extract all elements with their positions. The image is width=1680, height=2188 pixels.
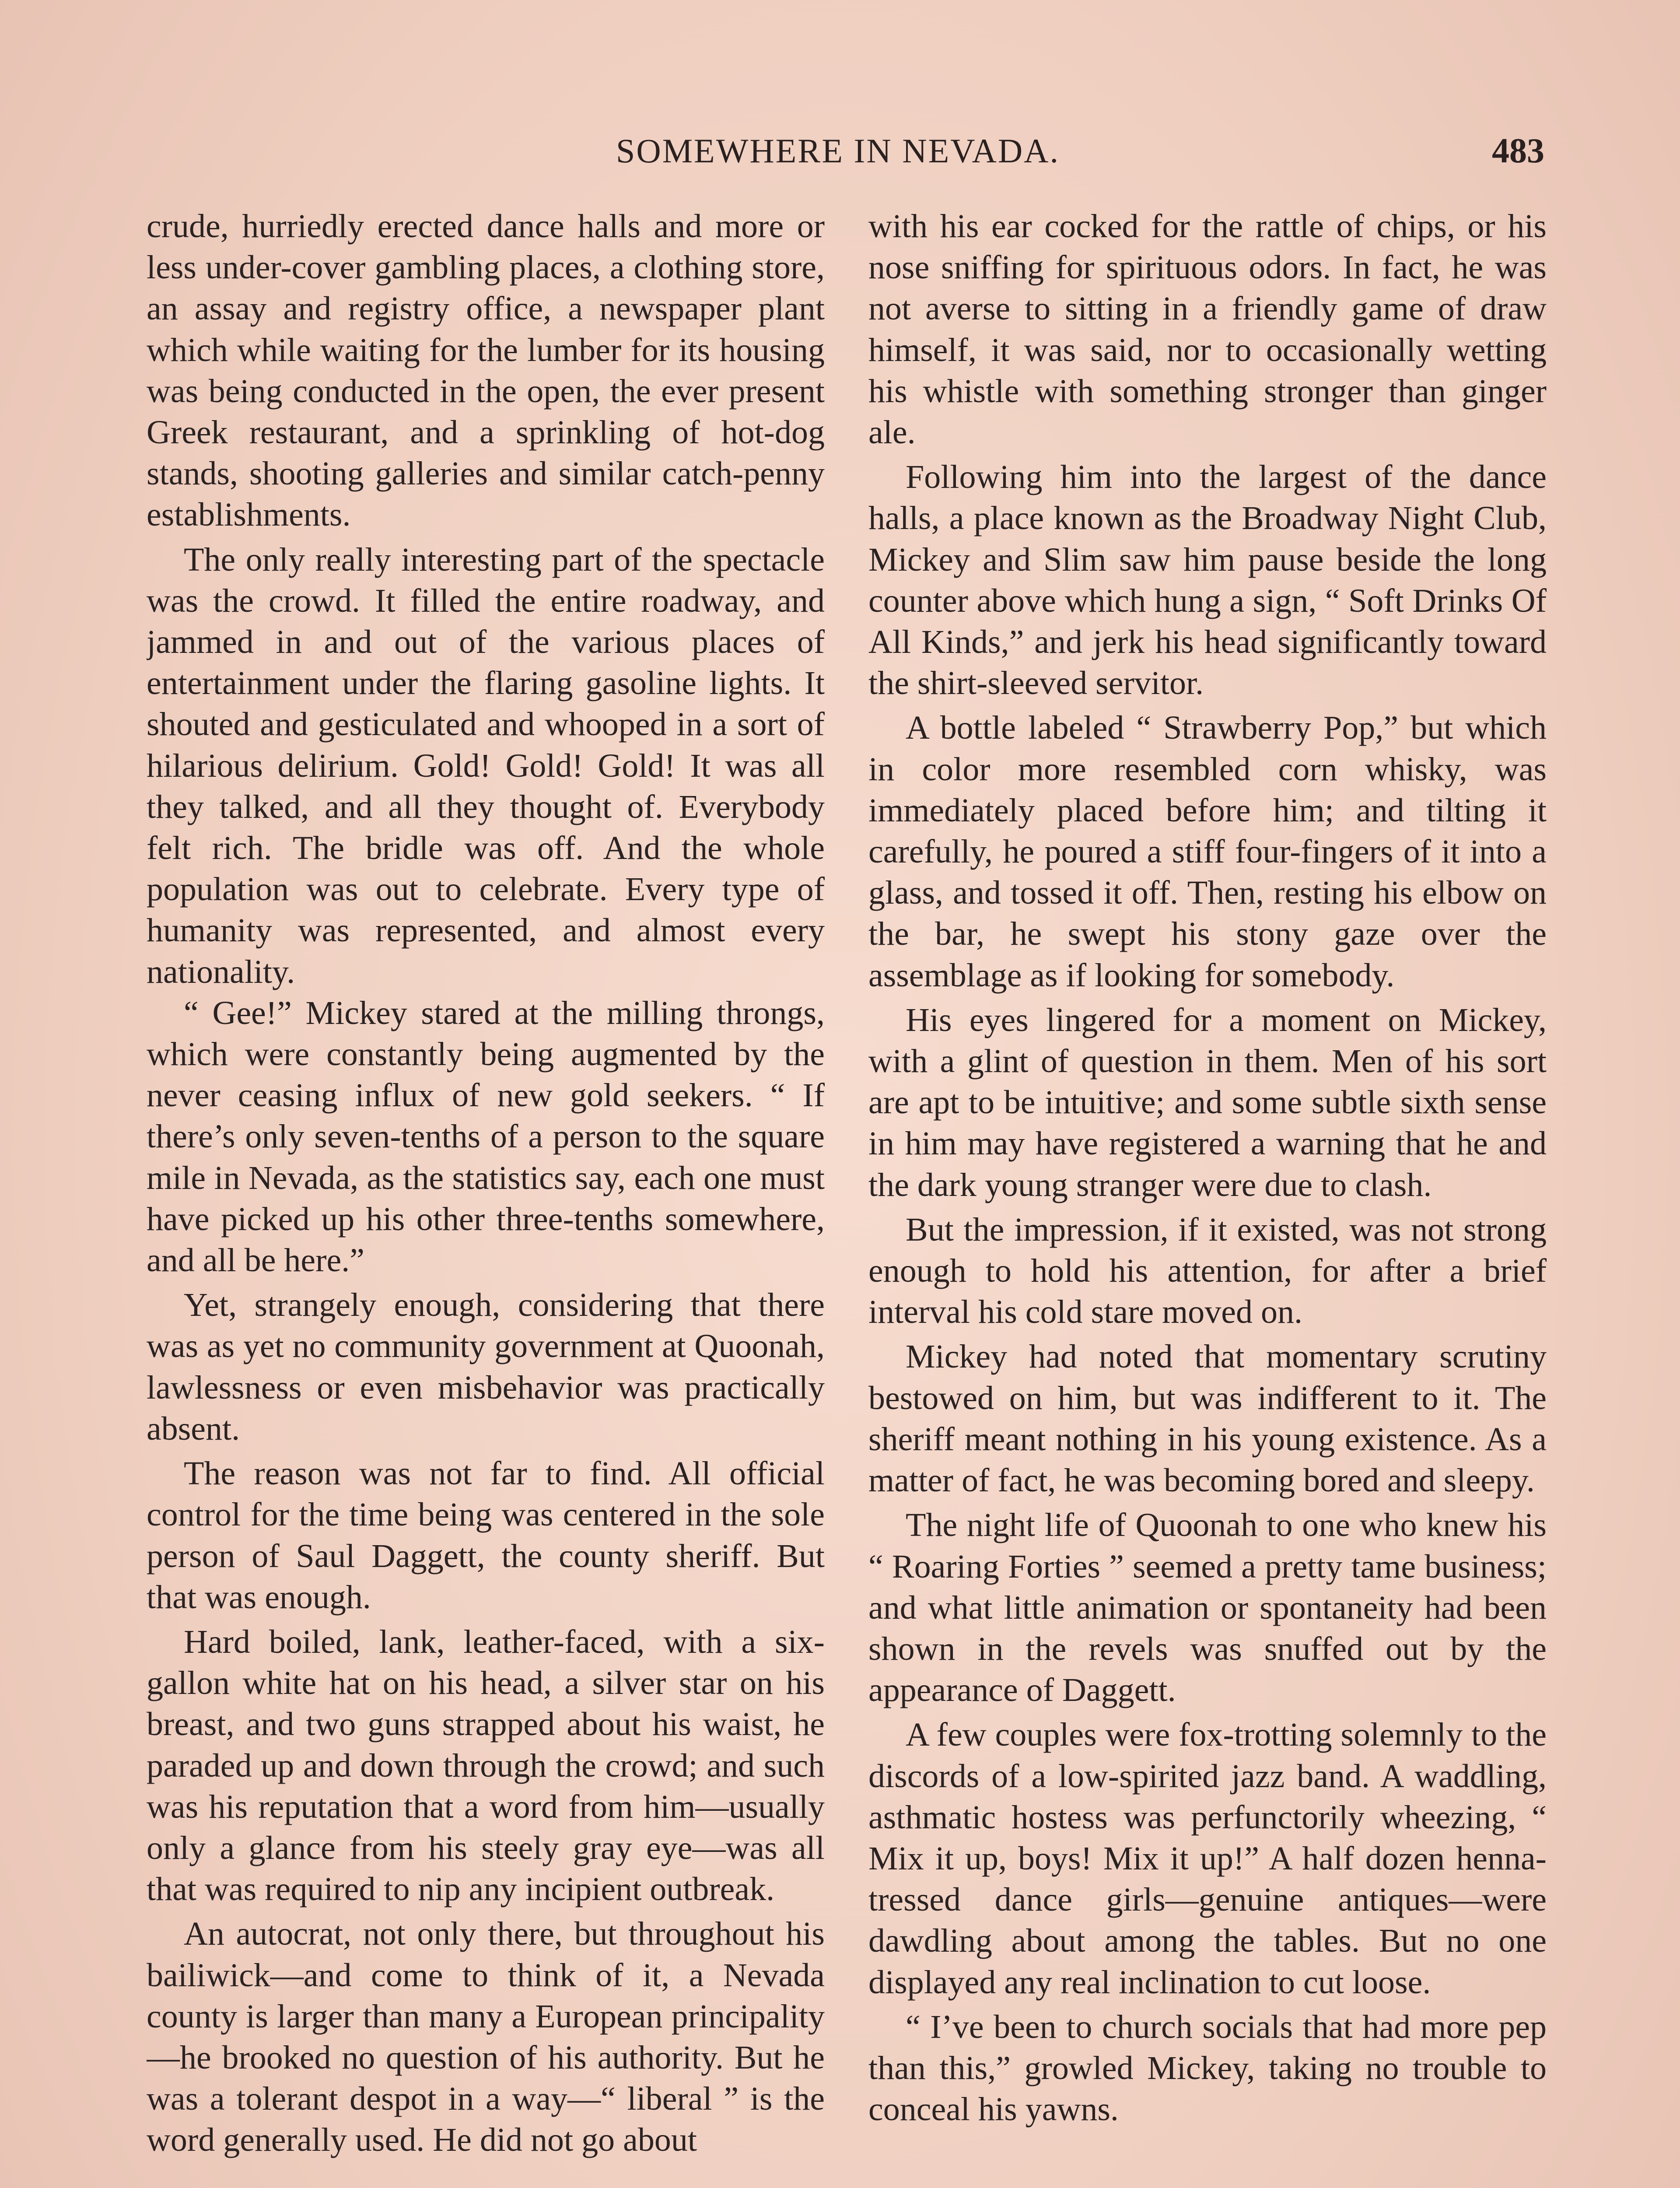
paragraph: A few couples were fox-trotting solemnly to the discords of a low-spirited jazz band. A waddling, asthmatic hostess was perfunctorily wheezing, “ Mix it up, boys! Mix it up!” A half dozen henna-tressed dance girls—genuine antiques—were dawdling about among the tables. But no one displayed any real inclination to cut loose. — [868, 1716, 1547, 2001]
paragraph: crude, hurriedly erected dance halls and more or less under-cover gambling places, a clothing store, an assay and registry office, a newspaper plant which while waiting for the lumber for its housing was being conducted in the open, the ever present Greek restaurant, and a sprinkling of hot-dog stands, shooting galleries and similar catch-penny establishments. — [147, 208, 825, 533]
paragraph: Following him into the largest of the dance halls, a place known as the Broadway Night Club, Mickey and Slim saw him pause beside the long counter above which hung a sign, “ Soft Drinks Of All Kinds,” and jerk his head significantly toward the shirt-sleeved servitor. — [868, 459, 1547, 702]
paragraph: “ I’ve been to church socials that had more pep than this,” growled Mickey, taking no trouble to conceal his yawns. — [868, 2008, 1547, 2128]
paragraph: The reason was not far to find. All official control for the time being was centered in the sole person of Saul Daggett, the county sheriff. But that was enough. — [147, 1455, 825, 1616]
running-head: SOMEWHERE IN NEVADA. — [616, 132, 1060, 170]
paragraph: The only really interesting part of the spectacle was the crowd. It filled the entire roadway, and jammed in and out of the various places of entertainment under the flaring gasoline lights. It shouted and gesticulated and whooped in a sort of hilarious delirium. Gold! Gold! Gold! It was all they talked, and all they thought of. Everybody felt rich. The bridle was off. And the whole population was out to celebrate. Every type of humanity was represented, and almost every nationality. — [147, 541, 825, 990]
paragraph: Mickey had noted that momentary scrutiny bestowed on him, but was indifferent to it. The sheriff meant nothing in his young existence. As a matter of fact, he was becoming bored and sleepy. — [868, 1338, 1547, 1499]
paragraph: “ Gee!” Mickey stared at the milling throngs, which were constantly being augmented by the never ceasing influx of new gold seekers. “ If there’s only seven-tenths of a person to the square mile in Nevada, as the statistics say, each one must have picked up his other three-tenths somewhere, and all be here.” — [147, 994, 825, 1279]
paragraph: His eyes lingered for a moment on Mickey, with a glint of question in them. Men of his sort are apt to be intuitive; and some subtle sixth sense in him may have registered a warning that he and the dark young stranger were due to clash. — [868, 1001, 1547, 1203]
paragraph: But the impression, if it existed, was not strong enough to hold his attention, for after a brief interval his cold stare moved on. — [868, 1211, 1547, 1331]
paragraph: An autocrat, not only there, but throughout his bailiwick—and come to think of it, a Nevada county is larger than many a European principality—he brooked no question of his authority. But he was a tolerant despot in a way—“ liberal ” is the word generally used. He did not go about — [147, 1915, 825, 2159]
right-column — [868, 206, 1547, 2188]
paragraph: Yet, strangely enough, considering that there was as yet no community government at Quoonah, lawlessness or even misbehavior was practically absent. — [147, 1287, 825, 1447]
paragraph: Hard boiled, lank, leather-faced, with a six-gallon white hat on his head, a silver star on his breast, and two guns strapped about his waist, he paraded up and down through the crowd; and such was his reputation that a word from him—usually only a glance from his steely gray eye—was all that was required to nip any incipient outbreak. — [147, 1623, 825, 1908]
left-column — [147, 206, 825, 2188]
paragraph: with his ear cocked for the rattle of chips, or his nose sniffing for spirituous odors. In fact, he was not averse to sitting in a friendly game of draw himself, it was said, nor to occasionally wetting his whistle with something stronger than ginger ale. — [868, 208, 1547, 451]
paragraph: The night life of Quoonah to one who knew his “ Roaring Forties ” seemed a pretty tame business; and what little animation or spontaneity had been shown in the revels was snuffed out by the appearance of Daggett. — [868, 1507, 1547, 1709]
page-header — [131, 131, 1544, 179]
page-number: 483 — [1492, 132, 1544, 170]
paragraph: A bottle labeled “ Strawberry Pop,” but which in color more resembled corn whisky, was immediately placed before him; and tilting it carefully, he poured a stiff four-fingers of it into a glass, and tossed it off. Then, resting his elbow on the bar, he swept his stony gaze over the assemblage as if looking for somebody. — [868, 709, 1547, 994]
text-columns — [147, 206, 1547, 2188]
